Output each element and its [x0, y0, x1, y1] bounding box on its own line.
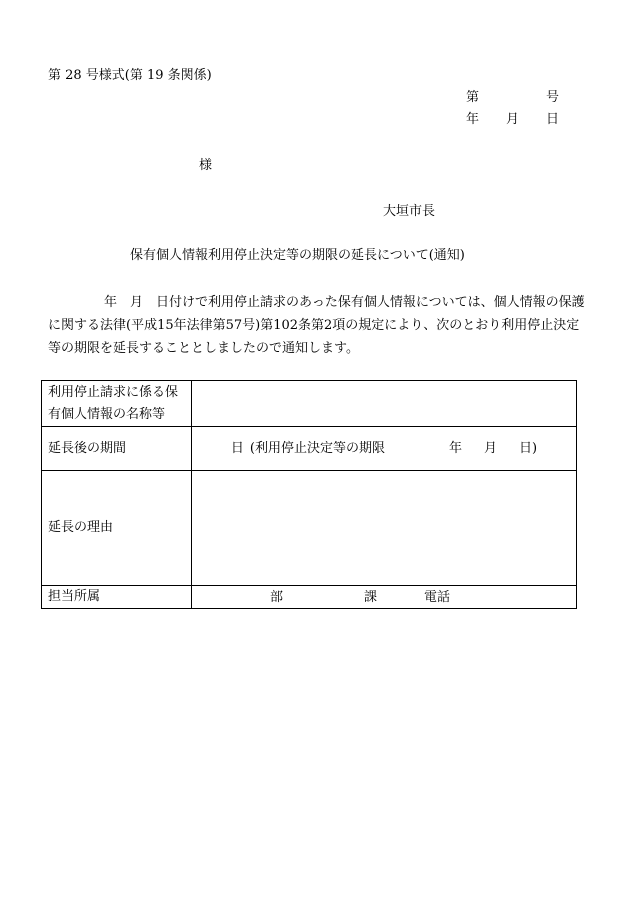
period-year: 年: [448, 440, 462, 456]
info-name-label-line1: 利用停止請求に係る保: [48, 384, 179, 400]
date-day: 日: [546, 112, 560, 127]
info-name-label: [42, 381, 192, 427]
table-row: [42, 381, 577, 427]
extension-reason-value[interactable]: [192, 471, 577, 586]
info-table: [41, 380, 577, 609]
addressee-honorific: 様: [199, 158, 213, 173]
period-day-close: 日): [519, 440, 538, 456]
extension-period-label: 延長後の期間: [42, 427, 192, 471]
document-number-suffix: 号: [546, 90, 560, 105]
period-day: 日: [230, 440, 244, 456]
extension-period-value[interactable]: [192, 427, 577, 471]
document-title: 保有個人情報利用停止決定等の期限の延長について(通知): [130, 248, 465, 263]
table-row: [42, 586, 577, 609]
contact-bu: 部: [270, 590, 284, 605]
department-label: 担当所属: [42, 586, 192, 609]
info-name-label-line2: 有個人情報の名称等: [48, 406, 166, 422]
info-name-value[interactable]: [192, 381, 577, 427]
contact-ka: 課: [364, 590, 378, 605]
period-paren-text: (利用停止決定等の期限: [249, 440, 385, 456]
date-year: 年: [466, 112, 480, 127]
table-row: [42, 471, 577, 586]
extension-reason-label: 延長の理由: [42, 471, 192, 586]
table-row: [42, 427, 577, 471]
body-paragraph: 年 月 日付けで利用停止請求のあった保有個人情報については、個人情報の保護に関する法律(平成15年法律第57号)第102条第2項の規定により、次のとおり利用停止決定等の期限を延長することとしましたので通知します。: [48, 295, 585, 356]
department-value[interactable]: [192, 586, 577, 609]
period-month: 月: [484, 440, 498, 456]
document-number-prefix: 第: [466, 90, 480, 105]
form-number: 第 28 号様式(第 19 条関係): [48, 68, 212, 83]
sender-name: 大垣市長: [383, 204, 436, 219]
date-month: 月: [506, 112, 520, 127]
contact-tel: 電話: [424, 590, 451, 605]
